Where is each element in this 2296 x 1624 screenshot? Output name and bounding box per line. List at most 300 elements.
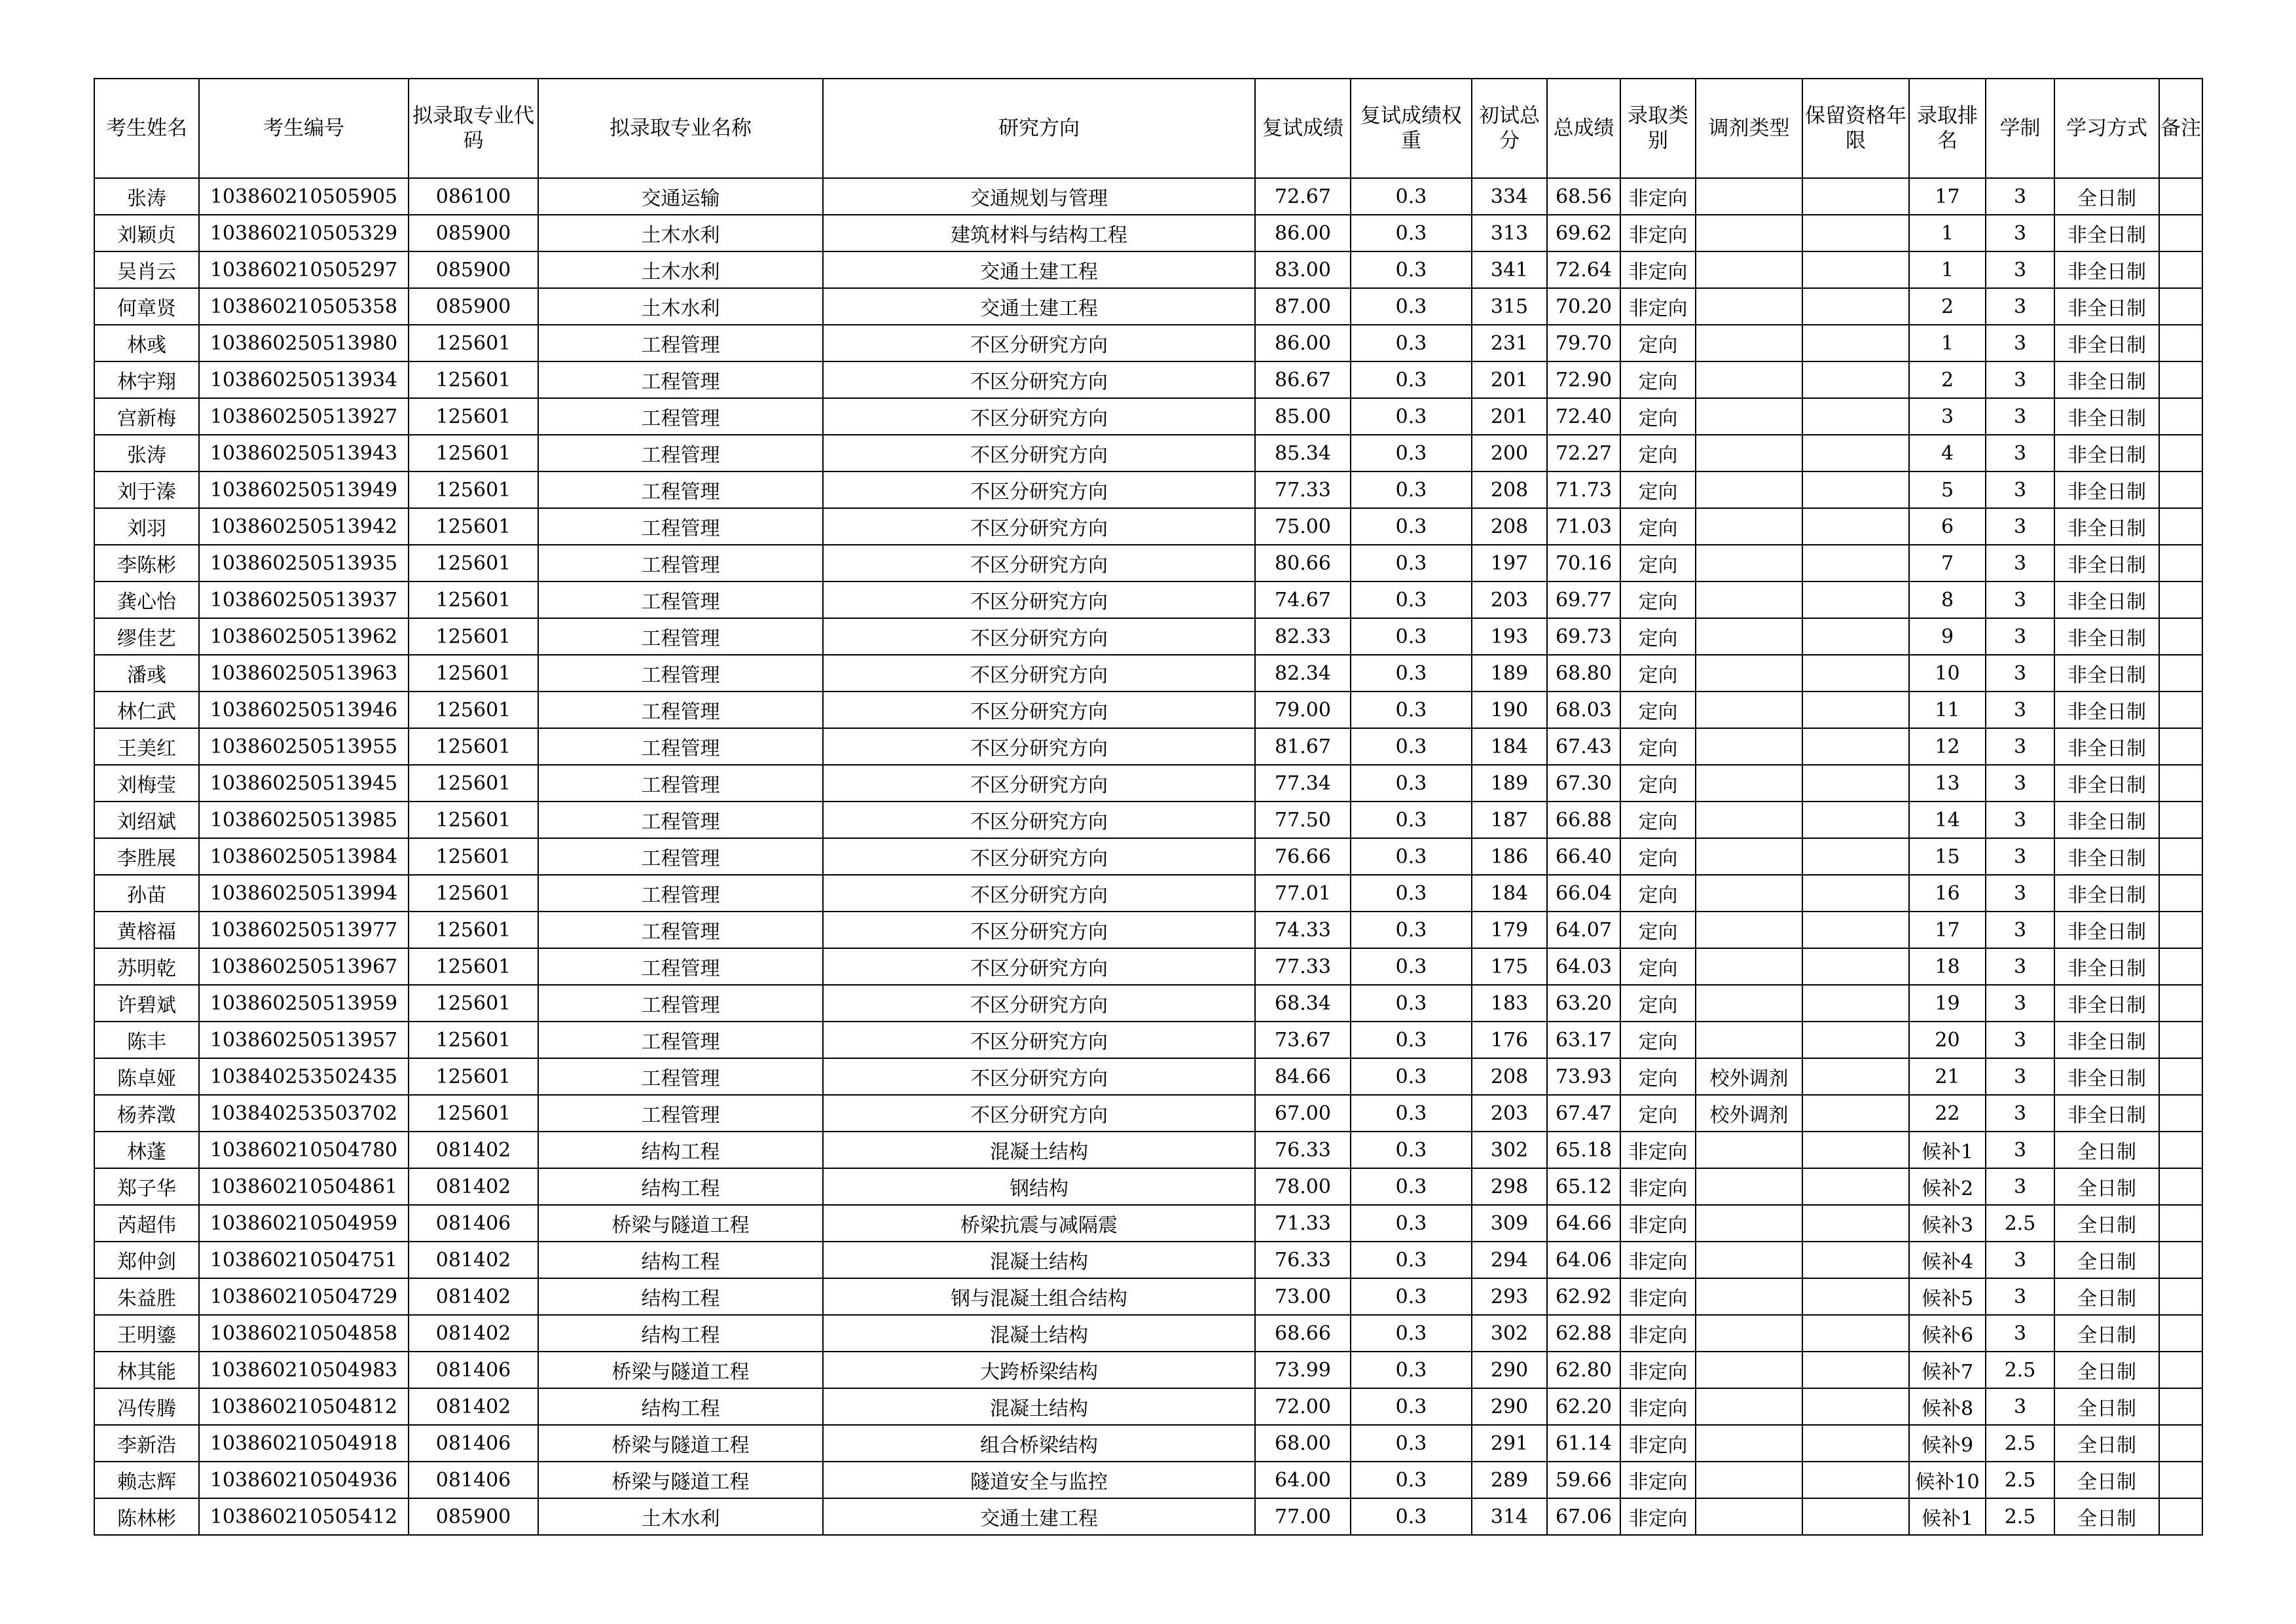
cell-total-score: 67.30 <box>1547 765 1620 802</box>
cell-name: 林彧 <box>94 325 199 361</box>
cell-initial-total: 208 <box>1472 471 1547 508</box>
cell-name: 刘羽 <box>94 508 199 545</box>
table-row <box>94 912 2202 948</box>
cell-retest-weight: 0.3 <box>1351 471 1472 508</box>
cell-study-mode: 全日制 <box>2054 178 2159 215</box>
cell-duration: 3 <box>1986 325 2054 361</box>
cell-major-code: 081402 <box>409 1132 538 1168</box>
cell-transfer-type <box>1696 251 1802 288</box>
cell-initial-total: 186 <box>1472 838 1547 875</box>
cell-major-name: 工程管理 <box>538 508 823 545</box>
cell-duration: 2.5 <box>1986 1425 2054 1462</box>
cell-initial-total: 184 <box>1472 728 1547 765</box>
cell-name: 宫新梅 <box>94 398 199 435</box>
cell-name: 冯传腾 <box>94 1388 199 1425</box>
cell-transfer-type <box>1696 618 1802 655</box>
cell-remarks <box>2159 765 2202 802</box>
cell-retest-score: 86.00 <box>1255 325 1351 361</box>
cell-exam-id: 103860210505297 <box>199 251 409 288</box>
cell-initial-total: 290 <box>1472 1388 1547 1425</box>
table-row <box>94 875 2202 912</box>
cell-duration: 3 <box>1986 1132 2054 1168</box>
cell-major-name: 工程管理 <box>538 1022 823 1058</box>
cell-major-code: 125601 <box>409 765 538 802</box>
cell-duration: 3 <box>1986 1095 2054 1132</box>
cell-retest-weight: 0.3 <box>1351 545 1472 581</box>
cell-remarks <box>2159 1462 2202 1498</box>
cell-transfer-type <box>1696 581 1802 618</box>
cell-name: 杨荞澂 <box>94 1095 199 1132</box>
cell-remarks <box>2159 361 2202 398</box>
table-row <box>94 215 2202 251</box>
cell-transfer-type <box>1696 1205 1802 1242</box>
cell-duration: 3 <box>1986 765 2054 802</box>
cell-exam-id: 103860210505329 <box>199 215 409 251</box>
cell-name: 陈丰 <box>94 1022 199 1058</box>
cell-retest-weight: 0.3 <box>1351 838 1472 875</box>
cell-total-score: 79.70 <box>1547 325 1620 361</box>
cell-name: 刘绍斌 <box>94 802 199 838</box>
cell-retest-score: 81.67 <box>1255 728 1351 765</box>
cell-retest-weight: 0.3 <box>1351 875 1472 912</box>
table-row <box>94 1462 2202 1498</box>
cell-research-direction: 混凝土结构 <box>823 1132 1255 1168</box>
cell-total-score: 67.47 <box>1547 1095 1620 1132</box>
cell-remarks <box>2159 728 2202 765</box>
cell-retest-weight: 0.3 <box>1351 1095 1472 1132</box>
cell-reserve-years <box>1802 435 1909 471</box>
cell-retest-weight: 0.3 <box>1351 1022 1472 1058</box>
cell-total-score: 68.03 <box>1547 692 1620 728</box>
table-row <box>94 838 2202 875</box>
cell-reserve-years <box>1802 545 1909 581</box>
cell-retest-score: 78.00 <box>1255 1168 1351 1205</box>
cell-total-score: 71.73 <box>1547 471 1620 508</box>
cell-total-score: 67.43 <box>1547 728 1620 765</box>
cell-duration: 2.5 <box>1986 1498 2054 1535</box>
cell-duration: 3 <box>1986 618 2054 655</box>
table-row <box>94 1242 2202 1278</box>
cell-admission-category: 非定向 <box>1620 1462 1696 1498</box>
cell-duration: 3 <box>1986 545 2054 581</box>
cell-exam-id: 103860210504858 <box>199 1315 409 1352</box>
cell-transfer-type <box>1696 985 1802 1022</box>
cell-name: 刘于溱 <box>94 471 199 508</box>
table-row <box>94 1132 2202 1168</box>
cell-initial-total: 309 <box>1472 1205 1547 1242</box>
cell-name: 潘彧 <box>94 655 199 692</box>
cell-retest-score: 86.00 <box>1255 215 1351 251</box>
cell-exam-id: 103860210504983 <box>199 1352 409 1388</box>
cell-duration: 2.5 <box>1986 1352 2054 1388</box>
cell-retest-score: 82.33 <box>1255 618 1351 655</box>
cell-study-mode: 非全日制 <box>2054 948 2159 985</box>
cell-admission-category: 非定向 <box>1620 1278 1696 1315</box>
cell-research-direction: 混凝土结构 <box>823 1315 1255 1352</box>
cell-major-code: 081402 <box>409 1315 538 1352</box>
column-header-exam-id: 考生编号 <box>199 79 409 178</box>
cell-major-code: 125601 <box>409 1095 538 1132</box>
cell-admission-category: 定向 <box>1620 985 1696 1022</box>
cell-duration: 3 <box>1986 398 2054 435</box>
cell-retest-weight: 0.3 <box>1351 251 1472 288</box>
cell-retest-weight: 0.3 <box>1351 361 1472 398</box>
cell-initial-total: 193 <box>1472 618 1547 655</box>
cell-admission-rank: 候补4 <box>1909 1242 1986 1278</box>
cell-admission-rank: 1 <box>1909 215 1986 251</box>
cell-major-name: 工程管理 <box>538 361 823 398</box>
cell-study-mode: 非全日制 <box>2054 912 2159 948</box>
cell-exam-id: 103860250513946 <box>199 692 409 728</box>
cell-study-mode: 非全日制 <box>2054 985 2159 1022</box>
cell-retest-score: 76.66 <box>1255 838 1351 875</box>
cell-retest-weight: 0.3 <box>1351 948 1472 985</box>
cell-study-mode: 全日制 <box>2054 1498 2159 1535</box>
cell-major-name: 工程管理 <box>538 581 823 618</box>
cell-transfer-type <box>1696 655 1802 692</box>
cell-admission-rank: 22 <box>1909 1095 1986 1132</box>
cell-major-code: 081402 <box>409 1388 538 1425</box>
cell-reserve-years <box>1802 471 1909 508</box>
cell-transfer-type <box>1696 398 1802 435</box>
cell-exam-id: 103860250513994 <box>199 875 409 912</box>
cell-initial-total: 298 <box>1472 1168 1547 1205</box>
cell-admission-category: 非定向 <box>1620 178 1696 215</box>
cell-admission-rank: 1 <box>1909 325 1986 361</box>
cell-total-score: 66.88 <box>1547 802 1620 838</box>
cell-reserve-years <box>1802 1462 1909 1498</box>
cell-retest-score: 83.00 <box>1255 251 1351 288</box>
cell-transfer-type <box>1696 471 1802 508</box>
table-row <box>94 251 2202 288</box>
cell-research-direction: 交通土建工程 <box>823 251 1255 288</box>
cell-retest-score: 77.00 <box>1255 1498 1351 1535</box>
cell-reserve-years <box>1802 398 1909 435</box>
cell-retest-weight: 0.3 <box>1351 655 1472 692</box>
cell-retest-score: 76.33 <box>1255 1242 1351 1278</box>
cell-transfer-type <box>1696 875 1802 912</box>
cell-exam-id: 103860250513927 <box>199 398 409 435</box>
cell-exam-id: 103840253503702 <box>199 1095 409 1132</box>
cell-total-score: 64.07 <box>1547 912 1620 948</box>
cell-admission-rank: 21 <box>1909 1058 1986 1095</box>
cell-admission-category: 定向 <box>1620 361 1696 398</box>
cell-major-name: 工程管理 <box>538 985 823 1022</box>
cell-study-mode: 全日制 <box>2054 1132 2159 1168</box>
cell-transfer-type <box>1696 1168 1802 1205</box>
cell-admission-category: 定向 <box>1620 765 1696 802</box>
cell-retest-weight: 0.3 <box>1351 398 1472 435</box>
cell-study-mode: 非全日制 <box>2054 435 2159 471</box>
table-row <box>94 325 2202 361</box>
cell-duration: 3 <box>1986 178 2054 215</box>
cell-initial-total: 294 <box>1472 1242 1547 1278</box>
cell-retest-weight: 0.3 <box>1351 985 1472 1022</box>
cell-retest-weight: 0.3 <box>1351 1352 1472 1388</box>
cell-major-code: 125601 <box>409 948 538 985</box>
cell-admission-rank: 13 <box>1909 765 1986 802</box>
cell-remarks <box>2159 508 2202 545</box>
cell-remarks <box>2159 1095 2202 1132</box>
cell-transfer-type <box>1696 325 1802 361</box>
table-row <box>94 618 2202 655</box>
cell-major-code: 125601 <box>409 581 538 618</box>
cell-research-direction: 交通土建工程 <box>823 288 1255 325</box>
cell-total-score: 65.18 <box>1547 1132 1620 1168</box>
cell-major-name: 桥梁与隧道工程 <box>538 1352 823 1388</box>
cell-admission-category: 定向 <box>1620 875 1696 912</box>
table-row <box>94 288 2202 325</box>
cell-total-score: 70.20 <box>1547 288 1620 325</box>
table-row <box>94 178 2202 215</box>
cell-major-code: 081406 <box>409 1462 538 1498</box>
cell-research-direction: 不区分研究方向 <box>823 838 1255 875</box>
cell-total-score: 64.03 <box>1547 948 1620 985</box>
cell-reserve-years <box>1802 1132 1909 1168</box>
cell-retest-score: 71.33 <box>1255 1205 1351 1242</box>
cell-retest-weight: 0.3 <box>1351 215 1472 251</box>
cell-study-mode: 非全日制 <box>2054 1095 2159 1132</box>
cell-exam-id: 103860210504780 <box>199 1132 409 1168</box>
cell-retest-weight: 0.3 <box>1351 1242 1472 1278</box>
cell-total-score: 68.80 <box>1547 655 1620 692</box>
cell-research-direction: 交通规划与管理 <box>823 178 1255 215</box>
cell-total-score: 65.12 <box>1547 1168 1620 1205</box>
cell-exam-id: 103860210504861 <box>199 1168 409 1205</box>
cell-initial-total: 314 <box>1472 1498 1547 1535</box>
cell-study-mode: 非全日制 <box>2054 1058 2159 1095</box>
cell-reserve-years <box>1802 692 1909 728</box>
cell-retest-score: 68.00 <box>1255 1425 1351 1462</box>
cell-name: 赖志辉 <box>94 1462 199 1498</box>
cell-retest-weight: 0.3 <box>1351 728 1472 765</box>
cell-retest-score: 77.33 <box>1255 471 1351 508</box>
cell-reserve-years <box>1802 1425 1909 1462</box>
cell-research-direction: 不区分研究方向 <box>823 581 1255 618</box>
cell-study-mode: 非全日制 <box>2054 508 2159 545</box>
cell-reserve-years <box>1802 581 1909 618</box>
cell-major-name: 土木水利 <box>538 1498 823 1535</box>
cell-major-name: 结构工程 <box>538 1315 823 1352</box>
cell-exam-id: 103860250513959 <box>199 985 409 1022</box>
cell-exam-id: 103860210504959 <box>199 1205 409 1242</box>
cell-retest-weight: 0.3 <box>1351 1278 1472 1315</box>
cell-retest-score: 79.00 <box>1255 692 1351 728</box>
cell-admission-rank: 候补6 <box>1909 1315 1986 1352</box>
cell-reserve-years <box>1802 1242 1909 1278</box>
table-row <box>94 1205 2202 1242</box>
table-row <box>94 802 2202 838</box>
cell-name: 苏明乾 <box>94 948 199 985</box>
cell-admission-category: 非定向 <box>1620 1168 1696 1205</box>
cell-total-score: 68.56 <box>1547 178 1620 215</box>
cell-remarks <box>2159 1425 2202 1462</box>
cell-total-score: 69.62 <box>1547 215 1620 251</box>
cell-total-score: 66.40 <box>1547 838 1620 875</box>
cell-remarks <box>2159 692 2202 728</box>
cell-transfer-type <box>1696 215 1802 251</box>
cell-duration: 3 <box>1986 508 2054 545</box>
table-row <box>94 728 2202 765</box>
table-row <box>94 581 2202 618</box>
cell-major-code: 125601 <box>409 508 538 545</box>
cell-name: 芮超伟 <box>94 1205 199 1242</box>
cell-initial-total: 293 <box>1472 1278 1547 1315</box>
cell-reserve-years <box>1802 948 1909 985</box>
cell-transfer-type <box>1696 1315 1802 1352</box>
cell-exam-id: 103860250513985 <box>199 802 409 838</box>
cell-admission-rank: 2 <box>1909 361 1986 398</box>
cell-research-direction: 不区分研究方向 <box>823 948 1255 985</box>
cell-major-name: 工程管理 <box>538 435 823 471</box>
cell-research-direction: 混凝土结构 <box>823 1242 1255 1278</box>
cell-admission-rank: 8 <box>1909 581 1986 618</box>
cell-major-code: 125601 <box>409 545 538 581</box>
cell-retest-weight: 0.3 <box>1351 1132 1472 1168</box>
table-row <box>94 1278 2202 1315</box>
cell-initial-total: 208 <box>1472 1058 1547 1095</box>
cell-duration: 3 <box>1986 435 2054 471</box>
table-header <box>94 79 2202 178</box>
cell-retest-score: 85.00 <box>1255 398 1351 435</box>
cell-name: 林仁武 <box>94 692 199 728</box>
cell-exam-id: 103860210504751 <box>199 1242 409 1278</box>
cell-admission-rank: 18 <box>1909 948 1986 985</box>
cell-retest-score: 77.33 <box>1255 948 1351 985</box>
cell-major-name: 桥梁与隧道工程 <box>538 1205 823 1242</box>
cell-retest-score: 77.34 <box>1255 765 1351 802</box>
cell-initial-total: 203 <box>1472 1095 1547 1132</box>
cell-major-name: 工程管理 <box>538 471 823 508</box>
cell-reserve-years <box>1802 1388 1909 1425</box>
cell-total-score: 59.66 <box>1547 1462 1620 1498</box>
column-header-retest-weight: 复试成绩权重 <box>1351 79 1472 178</box>
cell-remarks <box>2159 325 2202 361</box>
cell-admission-rank: 12 <box>1909 728 1986 765</box>
cell-retest-score: 74.33 <box>1255 912 1351 948</box>
cell-remarks <box>2159 251 2202 288</box>
cell-initial-total: 183 <box>1472 985 1547 1022</box>
cell-study-mode: 非全日制 <box>2054 875 2159 912</box>
cell-research-direction: 不区分研究方向 <box>823 728 1255 765</box>
admission-sheet <box>94 78 2203 1536</box>
cell-remarks <box>2159 948 2202 985</box>
cell-name: 郑子华 <box>94 1168 199 1205</box>
column-header-transfer-type: 调剂类型 <box>1696 79 1802 178</box>
cell-name: 张涛 <box>94 178 199 215</box>
cell-transfer-type <box>1696 692 1802 728</box>
cell-retest-score: 68.34 <box>1255 985 1351 1022</box>
cell-major-name: 工程管理 <box>538 618 823 655</box>
cell-admission-category: 非定向 <box>1620 1315 1696 1352</box>
cell-total-score: 72.90 <box>1547 361 1620 398</box>
cell-name: 黄榕福 <box>94 912 199 948</box>
cell-initial-total: 184 <box>1472 875 1547 912</box>
table-body <box>94 178 2202 1535</box>
cell-remarks <box>2159 1388 2202 1425</box>
cell-major-code: 125601 <box>409 802 538 838</box>
column-header-major-code: 拟录取专业代码 <box>409 79 538 178</box>
cell-major-name: 结构工程 <box>538 1132 823 1168</box>
cell-major-name: 工程管理 <box>538 655 823 692</box>
cell-study-mode: 非全日制 <box>2054 288 2159 325</box>
cell-name: 郑仲剑 <box>94 1242 199 1278</box>
column-header-total-score: 总成绩 <box>1547 79 1620 178</box>
cell-study-mode: 非全日制 <box>2054 728 2159 765</box>
cell-transfer-type: 校外调剂 <box>1696 1095 1802 1132</box>
cell-transfer-type <box>1696 1462 1802 1498</box>
cell-duration: 3 <box>1986 728 2054 765</box>
cell-exam-id: 103840253502435 <box>199 1058 409 1095</box>
column-header-remarks: 备注 <box>2159 79 2202 178</box>
cell-retest-weight: 0.3 <box>1351 1315 1472 1352</box>
cell-reserve-years <box>1802 838 1909 875</box>
cell-transfer-type <box>1696 1022 1802 1058</box>
cell-admission-rank: 17 <box>1909 912 1986 948</box>
cell-retest-score: 73.99 <box>1255 1352 1351 1388</box>
cell-reserve-years <box>1802 728 1909 765</box>
cell-research-direction: 不区分研究方向 <box>823 1022 1255 1058</box>
cell-retest-weight: 0.3 <box>1351 288 1472 325</box>
cell-exam-id: 103860250513963 <box>199 655 409 692</box>
cell-major-name: 工程管理 <box>538 802 823 838</box>
cell-admission-rank: 候补9 <box>1909 1425 1986 1462</box>
cell-remarks <box>2159 1058 2202 1095</box>
cell-retest-score: 74.67 <box>1255 581 1351 618</box>
cell-reserve-years <box>1802 765 1909 802</box>
cell-study-mode: 全日制 <box>2054 1278 2159 1315</box>
cell-admission-category: 定向 <box>1620 435 1696 471</box>
cell-admission-category: 非定向 <box>1620 1498 1696 1535</box>
cell-study-mode: 全日制 <box>2054 1388 2159 1425</box>
cell-major-name: 结构工程 <box>538 1388 823 1425</box>
cell-reserve-years <box>1802 655 1909 692</box>
cell-admission-category: 定向 <box>1620 545 1696 581</box>
cell-transfer-type <box>1696 1278 1802 1315</box>
cell-total-score: 63.17 <box>1547 1022 1620 1058</box>
table-row <box>94 1315 2202 1352</box>
cell-admission-category: 定向 <box>1620 1095 1696 1132</box>
cell-duration: 3 <box>1986 361 2054 398</box>
cell-major-code: 085900 <box>409 251 538 288</box>
table-row <box>94 398 2202 435</box>
cell-transfer-type <box>1696 361 1802 398</box>
table-row <box>94 361 2202 398</box>
cell-study-mode: 非全日制 <box>2054 581 2159 618</box>
cell-transfer-type <box>1696 838 1802 875</box>
cell-admission-category: 定向 <box>1620 1058 1696 1095</box>
cell-admission-rank: 14 <box>1909 802 1986 838</box>
cell-major-name: 工程管理 <box>538 912 823 948</box>
cell-major-code: 085900 <box>409 1498 538 1535</box>
cell-admission-category: 定向 <box>1620 581 1696 618</box>
cell-major-name: 工程管理 <box>538 838 823 875</box>
cell-reserve-years <box>1802 618 1909 655</box>
cell-admission-category: 定向 <box>1620 692 1696 728</box>
cell-research-direction: 不区分研究方向 <box>823 875 1255 912</box>
cell-exam-id: 103860250513943 <box>199 435 409 471</box>
cell-research-direction: 隧道安全与监控 <box>823 1462 1255 1498</box>
cell-initial-total: 187 <box>1472 802 1547 838</box>
cell-name: 吴肖云 <box>94 251 199 288</box>
cell-major-code: 125601 <box>409 728 538 765</box>
table-row <box>94 545 2202 581</box>
cell-major-name: 桥梁与隧道工程 <box>538 1425 823 1462</box>
cell-retest-weight: 0.3 <box>1351 1425 1472 1462</box>
cell-major-code: 081402 <box>409 1242 538 1278</box>
cell-duration: 3 <box>1986 471 2054 508</box>
cell-total-score: 63.20 <box>1547 985 1620 1022</box>
